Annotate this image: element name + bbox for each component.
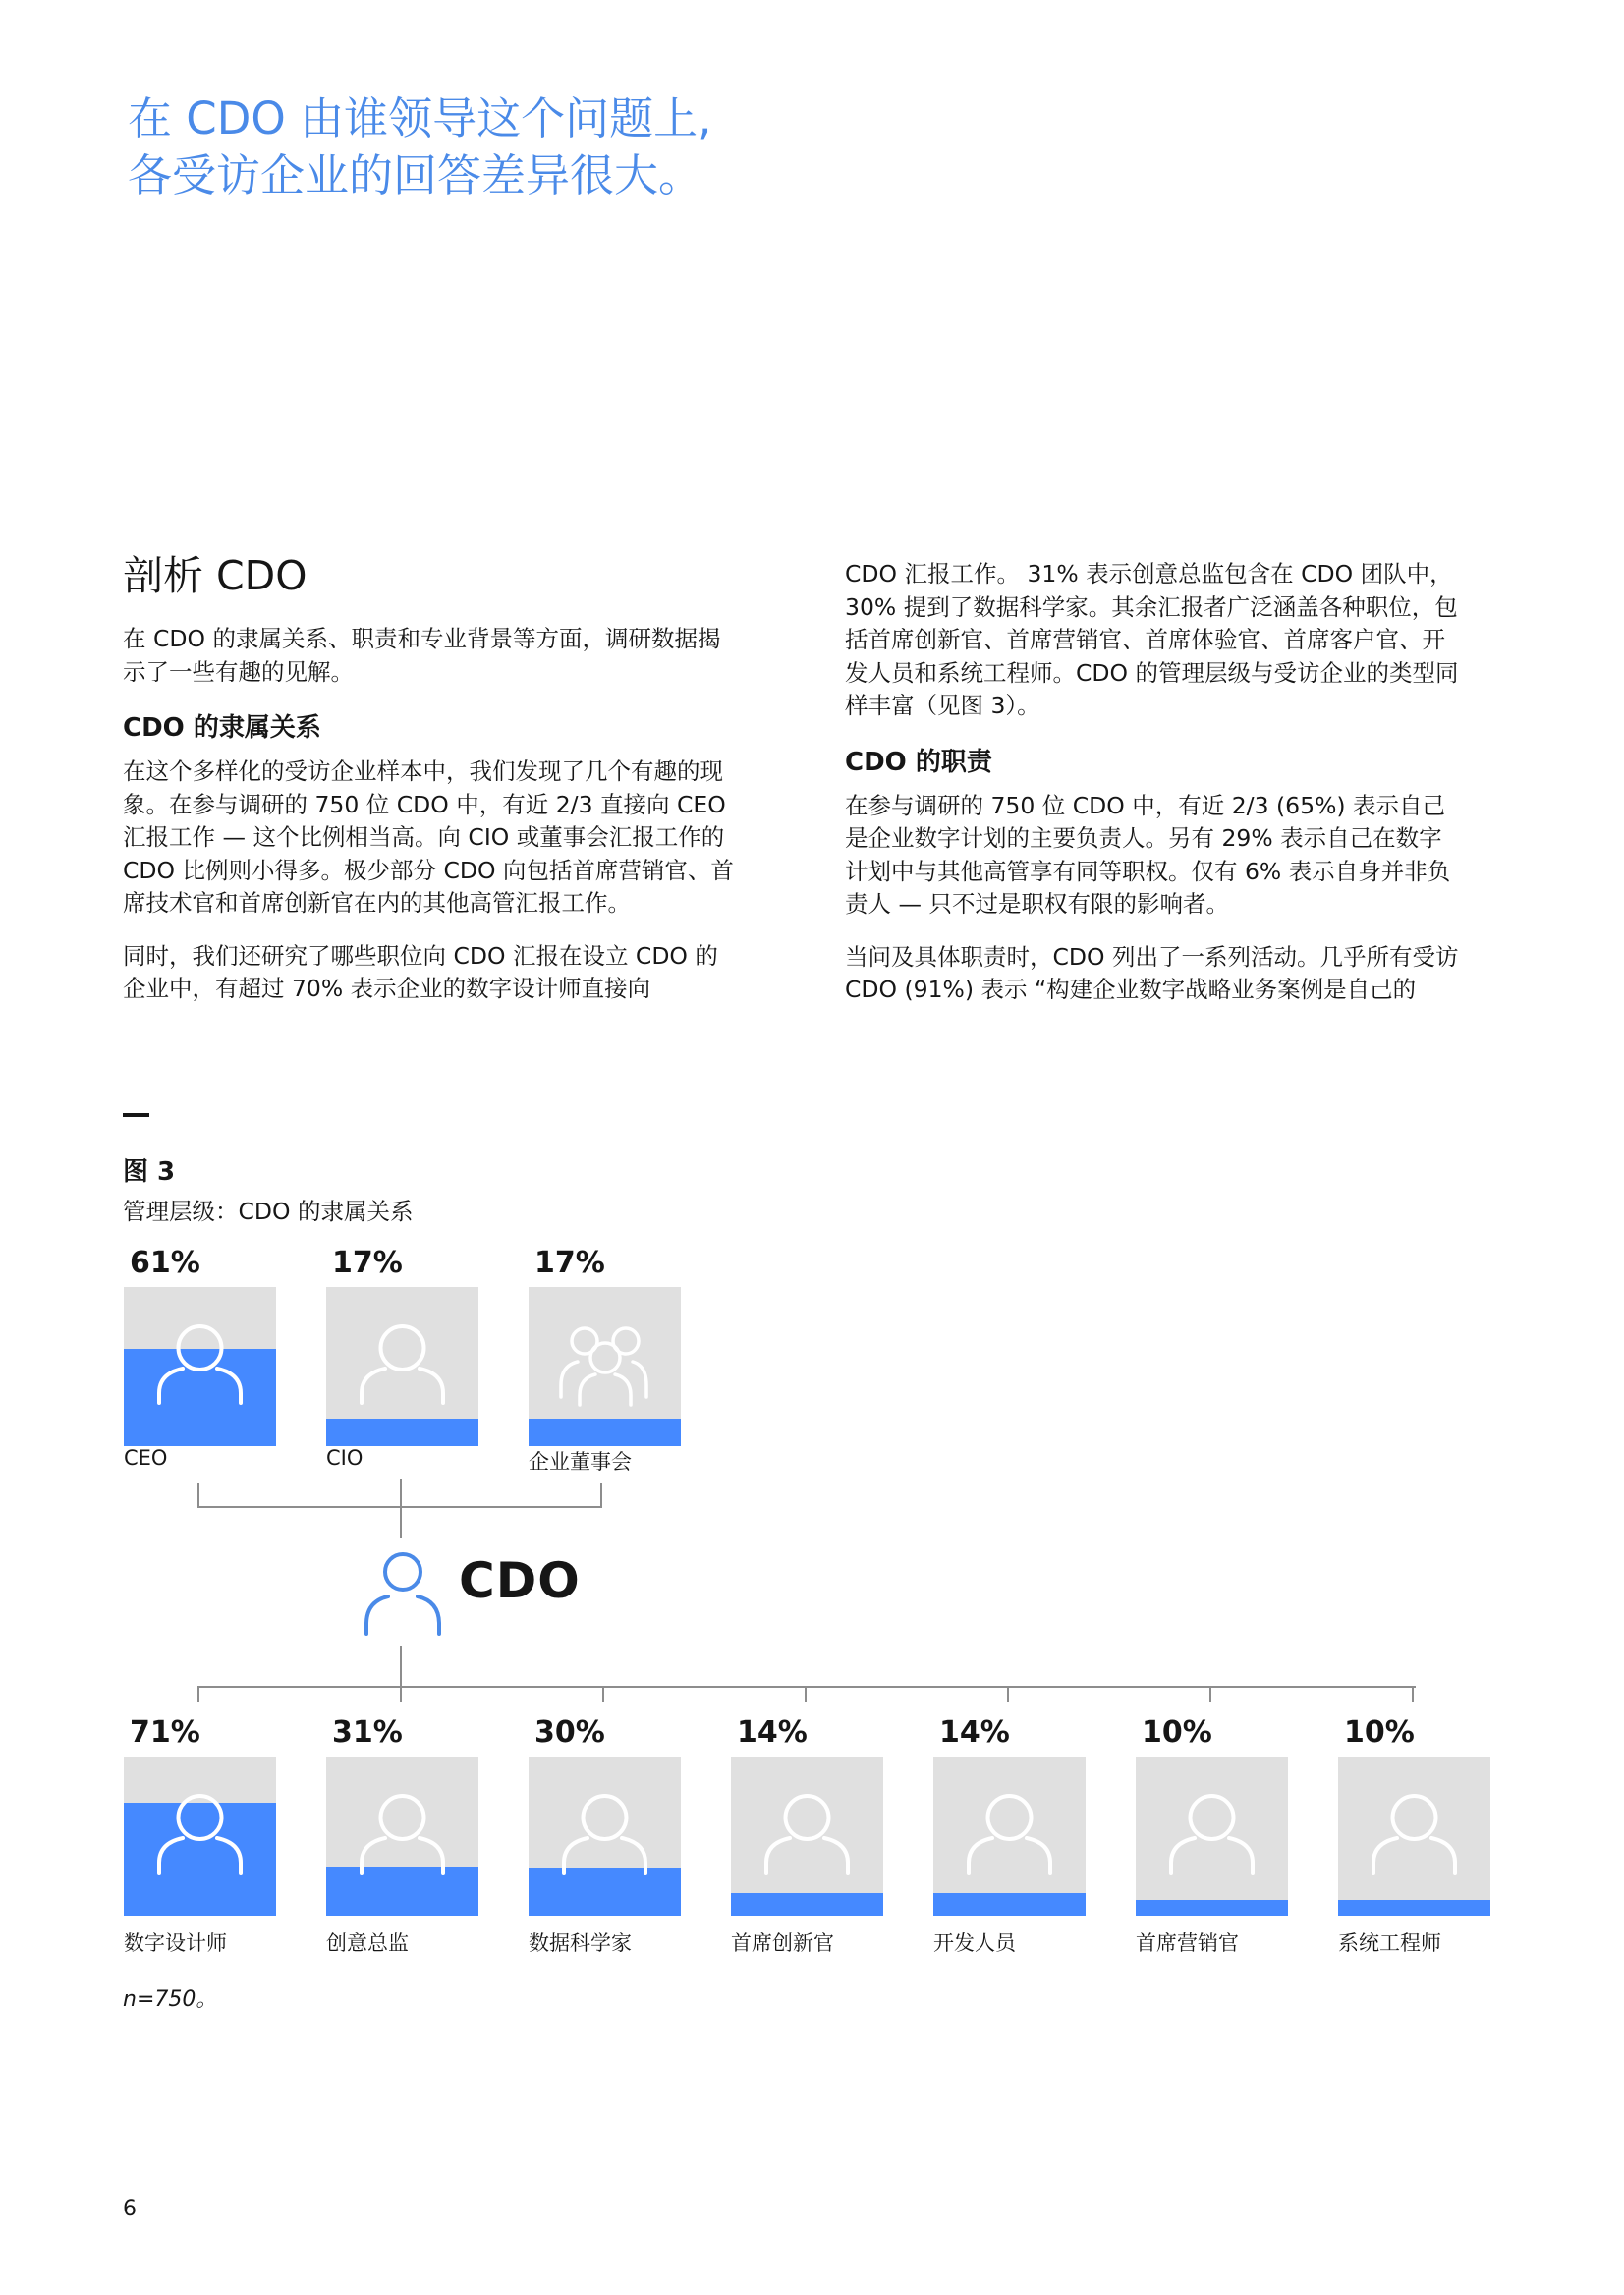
reports-to-card	[326, 1287, 478, 1446]
reporting-paragraph-3: CDO 汇报工作。 31% 表示创意总监包含在 CDO 团队中，30% 提到了数据科学家。其余汇报者广泛涵盖各种职位，包括首席创新官、首席营销官、首席体验官、首席客户官、开发人员和系统工程师。CDO 的管理层级与受访企业的类型同样丰富（见图 3）。	[845, 560, 1459, 719]
connector-top-left-drop	[197, 1483, 199, 1507]
direct-report-pct-label: 14%	[737, 1715, 808, 1750]
connector-drop	[197, 1686, 199, 1702]
direct-report-role-label: 数字设计师	[124, 1931, 227, 1955]
responsibilities-paragraph-1: 在参与调研的 750 位 CDO 中，有近 2/3 (65%) 表示自己是企业数字计划的主要负责人。另有 29% 表示自己在数字计划中与其他高管享有同等职权。仅有 6% 表示自身并非负责人 — 只不过是职权有限的影响者。	[845, 791, 1451, 918]
connector-drop	[1209, 1686, 1211, 1702]
direct-report-pct-label: 31%	[332, 1715, 403, 1750]
intro-paragraph: 在 CDO 的隶属关系、职责和专业背景等方面，调研数据揭示了一些有趣的见解。	[123, 625, 721, 686]
direct-report-pct-label: 10%	[1142, 1715, 1212, 1750]
reporting-paragraph-1: 在这个多样化的受访企业样本中，我们发现了几个有趣的现象。在参与调研的 750 位 CDO 中，有近 2/3 直接向 CEO 汇报工作 — 这个比例相当高。向 CIO 或董事会汇报工作的 CDO 比例则小得多。极少部分 CDO 向包括首席营销官、首席技术官和首席创新官在内的其他高管汇报工作。	[123, 757, 734, 917]
responsibilities-paragraph-2: 当问及具体职责时，CDO 列出了一系列活动。几乎所有受访 CDO (91%) 表示 “构建企业数字战略业务案例是自己的	[845, 942, 1459, 1003]
direct-report-pct-label: 10%	[1344, 1715, 1415, 1750]
page-number: 6	[123, 2197, 137, 2221]
direct-report-card	[731, 1757, 883, 1916]
figure-caption: 管理层级：CDO 的隶属关系	[123, 1198, 414, 1225]
direct-report-card	[933, 1757, 1086, 1916]
direct-report-role-label: 开发人员	[933, 1931, 1016, 1955]
direct-report-role-label: 首席创新官	[731, 1931, 834, 1955]
subheading-responsibilities: CDO 的职责	[845, 747, 992, 777]
direct-report-role-label: 创意总监	[326, 1931, 409, 1955]
headline-line-2: 各受访企业的回答差异很大。	[128, 149, 703, 201]
section-title: 剖析 CDO	[123, 552, 308, 599]
subheading-reporting: CDO 的隶属关系	[123, 713, 321, 743]
connector-drop	[1007, 1686, 1009, 1702]
direct-report-pct-label: 14%	[939, 1715, 1010, 1750]
connector-drop	[400, 1686, 402, 1702]
reports-to-pct-label: 17%	[534, 1246, 605, 1280]
direct-report-role-label: 系统工程师	[1338, 1931, 1441, 1955]
right-column	[845, 558, 1459, 1027]
reports-to-pct-label: 61%	[130, 1246, 200, 1280]
direct-report-card	[326, 1757, 478, 1916]
reporting-paragraph-2: 同时，我们还研究了哪些职位向 CDO 汇报在设立 CDO 的企业中，有超过 70% 表示企业的数字设计师直接向	[123, 941, 718, 1002]
direct-report-card	[529, 1757, 681, 1916]
page-headline	[128, 90, 1012, 204]
direct-report-card	[1338, 1757, 1490, 1916]
cdo-person-icon	[359, 1547, 447, 1636]
reports-to-card	[529, 1287, 681, 1446]
figure-label: 图 3	[123, 1157, 176, 1187]
direct-report-role-label: 首席营销官	[1136, 1931, 1239, 1955]
figure-divider	[123, 1113, 149, 1117]
left-column	[123, 550, 737, 1026]
direct-report-role-label: 数据科学家	[529, 1931, 632, 1955]
connector-drop	[1412, 1686, 1414, 1702]
reports-to-card	[124, 1287, 276, 1446]
connector-bottom-horizontal	[197, 1686, 1416, 1688]
connector-bottom-stem	[400, 1646, 402, 1687]
direct-report-pct-label: 71%	[130, 1715, 200, 1750]
headline-line-1: 在 CDO 由谁领导这个问题上,	[128, 92, 712, 144]
direct-report-pct-label: 30%	[534, 1715, 605, 1750]
direct-report-card	[1136, 1757, 1288, 1916]
reports-to-role-label: CEO	[124, 1446, 168, 1470]
connector-drop	[602, 1686, 604, 1702]
connector-top-right-drop	[600, 1483, 602, 1507]
reports-to-role-label: CIO	[326, 1446, 364, 1470]
cdo-center-label: CDO	[459, 1552, 581, 1609]
connector-top-stem	[400, 1479, 402, 1538]
direct-report-card	[124, 1757, 276, 1916]
reports-to-role-label: 企业董事会	[529, 1450, 632, 1474]
reports-to-pct-label: 17%	[332, 1246, 403, 1280]
connector-drop	[805, 1686, 807, 1702]
sample-size-note: n=750。	[123, 1987, 218, 2012]
